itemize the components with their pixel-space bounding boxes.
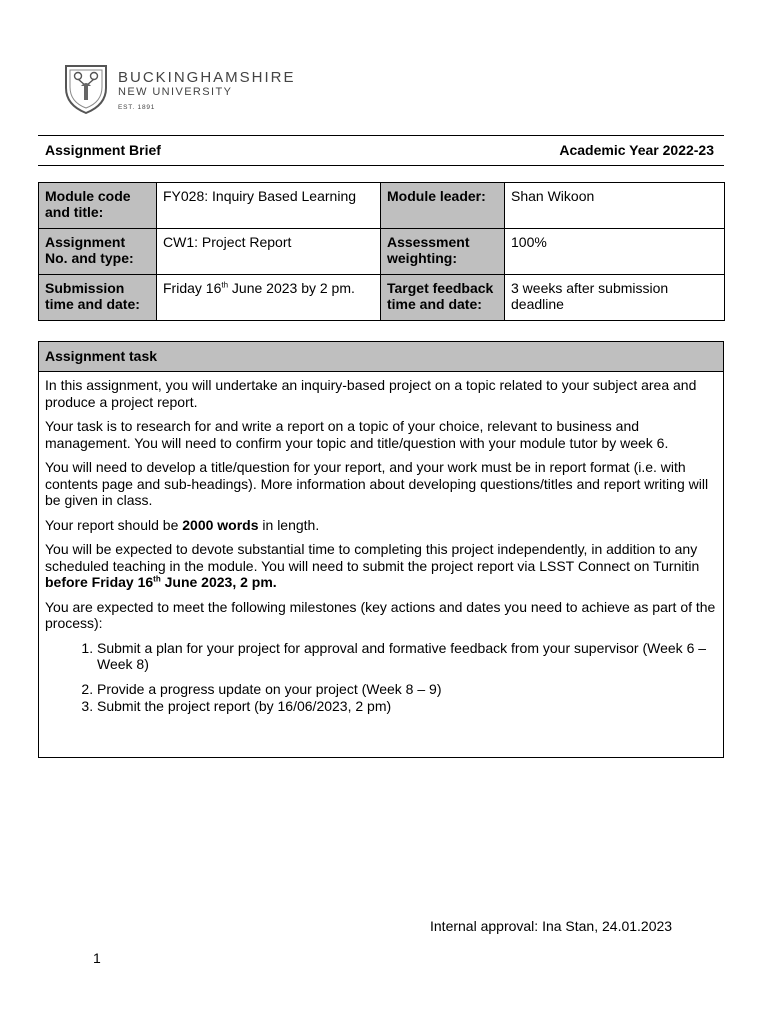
list-item: 3. Submit the project report (by 16/06/2023, 2 pm) xyxy=(97,698,717,715)
milestones-list xyxy=(45,640,717,715)
module-leader-value: Shan Wikoon xyxy=(505,183,725,229)
module-leader-label: Module leader: xyxy=(381,183,505,229)
assignment-label: Assignment No. and type: xyxy=(39,229,157,275)
university-logo xyxy=(64,64,296,114)
word-count-post: in length. xyxy=(258,516,320,533)
deadline-post: June 2023, 2 pm. xyxy=(160,574,277,590)
page-number: 1 xyxy=(93,950,101,966)
table-row xyxy=(39,183,725,229)
table-row xyxy=(39,275,725,321)
submission-label: Submission time and date: xyxy=(39,275,157,321)
deadline-bold xyxy=(45,574,277,590)
assignment-task-heading: Assignment task xyxy=(39,342,723,372)
assignment-task-body xyxy=(39,372,723,715)
word-count: 2000 words xyxy=(182,516,259,533)
task-paragraph-5 xyxy=(45,541,717,591)
assignment-value: CW1: Project Report xyxy=(157,229,381,275)
task-paragraph-2: Your task is to research for and write a report on a topic of your choice, relevant to business and management. You will need to confirm your topic and title/question with your module tutor by week 6. xyxy=(45,418,669,451)
brief-header xyxy=(38,135,724,166)
logo-name-line1: BUCKINGHAMSHIRE xyxy=(118,69,296,86)
feedback-label: Target feedback time and date: xyxy=(381,275,505,321)
list-item: 1. Submit a plan for your project for approval and formative feedback from your supervisor (Week 6 – Week 8) xyxy=(97,640,717,673)
crest-icon xyxy=(64,64,108,114)
logo-name-line2: NEW UNIVERSITY xyxy=(118,86,233,98)
table-row xyxy=(39,229,725,275)
module-code-label: Module code and title: xyxy=(39,183,157,229)
weighting-label: Assessment weighting: xyxy=(381,229,505,275)
feedback-value: 3 weeks after submission deadline xyxy=(505,275,725,321)
submission-date-sup: th xyxy=(221,280,229,290)
submission-date-pre: Friday 16 xyxy=(163,280,222,296)
submission-date-post: June 2023 by 2 pm. xyxy=(228,280,355,296)
task-paragraph-4 xyxy=(45,517,717,534)
deadline-intro: You will be expected to devote substantial time to completing this project independently, in addition to any scheduled teaching in the module. You will need to submit the project report via LSST Connect on Turnitin xyxy=(45,541,700,574)
module-info-table xyxy=(38,182,725,321)
module-code-value: FY028: Inquiry Based Learning xyxy=(157,183,381,229)
task-paragraph-3: You will need to develop a title/question for your report, and your work must be in report format (i.e. with contents page and sub-headings). More information about developing questions/titles and report writing will be given in class. xyxy=(45,459,709,508)
submission-value xyxy=(157,275,381,321)
list-item: 2. Provide a progress update on your project (Week 8 – 9) xyxy=(97,681,717,698)
word-count-pre: Your report should be xyxy=(45,516,183,533)
weighting-value: 100% xyxy=(505,229,725,275)
assignment-task-box xyxy=(38,341,724,758)
brief-title: Assignment Brief xyxy=(45,142,161,158)
academic-year: Academic Year 2022-23 xyxy=(559,142,714,158)
deadline-sup: th xyxy=(153,574,161,584)
logo-established: EST. 1891 xyxy=(118,104,156,111)
task-paragraph-6: You are expected to meet the following milestones (key actions and dates you need to achieve as part of the process): xyxy=(45,598,716,631)
internal-approval: Internal approval: Ina Stan, 24.01.2023 xyxy=(430,918,673,934)
task-paragraph-1: In this assignment, you will undertake an inquiry-based project on a topic related to your subject area and produce a project report. xyxy=(45,377,697,410)
deadline-pre: before Friday 16 xyxy=(45,574,154,590)
